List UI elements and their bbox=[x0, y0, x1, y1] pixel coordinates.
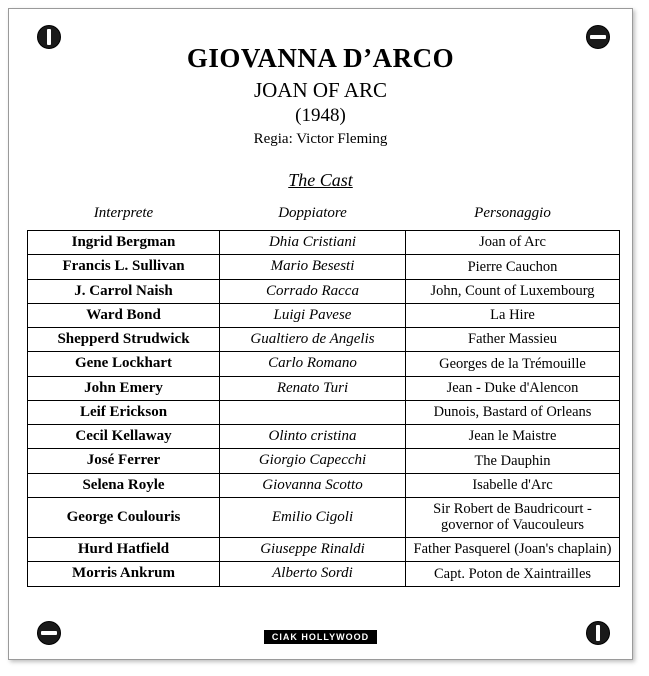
cell-actor: Ward Bond bbox=[28, 303, 220, 327]
cell-dubber: Carlo Romano bbox=[220, 352, 406, 376]
cell-role: Pierre Cauchon bbox=[406, 255, 620, 279]
cast-table-body bbox=[28, 231, 620, 587]
cell-dubber: Olinto cristina bbox=[220, 425, 406, 449]
cell-role: La Hire bbox=[406, 303, 620, 327]
document-sheet bbox=[8, 8, 633, 660]
cell-role: John, Count of Luxembourg bbox=[406, 279, 620, 303]
director-credit: Regia: Victor Fleming bbox=[253, 131, 388, 147]
cell-role: Capt. Poton de Xaintrailles bbox=[406, 562, 620, 586]
table-row bbox=[28, 497, 620, 537]
cell-dubber: Giovanna Scotto bbox=[220, 473, 406, 497]
cell-role: Dunois, Bastard of Orleans bbox=[406, 400, 620, 424]
cell-dubber: Gualtiero de Angelis bbox=[220, 328, 406, 352]
table-row bbox=[28, 352, 620, 376]
cell-actor: José Ferrer bbox=[28, 449, 220, 473]
cell-dubber: Luigi Pavese bbox=[220, 303, 406, 327]
cell-role: Father Massieu bbox=[406, 328, 620, 352]
table-row bbox=[28, 400, 620, 424]
table-row bbox=[28, 473, 620, 497]
cast-table bbox=[27, 203, 620, 587]
table-row bbox=[28, 538, 620, 562]
table-row bbox=[28, 449, 620, 473]
table-header-row bbox=[28, 203, 620, 231]
cell-role: Father Pasquerel (Joan's chaplain) bbox=[406, 538, 620, 562]
cell-role: The Dauphin bbox=[406, 449, 620, 473]
cell-dubber: Renato Turi bbox=[220, 376, 406, 400]
cell-dubber: Giorgio Capecchi bbox=[220, 449, 406, 473]
cell-actor: J. Carrol Naish bbox=[28, 279, 220, 303]
cell-actor: Cecil Kellaway bbox=[28, 425, 220, 449]
cell-actor: Selena Royle bbox=[28, 473, 220, 497]
cell-dubber: Alberto Sordi bbox=[220, 562, 406, 586]
cell-dubber: Mario Besesti bbox=[220, 255, 406, 279]
cell-dubber: Emilio Cigoli bbox=[220, 497, 406, 537]
cell-actor: Leif Erickson bbox=[28, 400, 220, 424]
cell-role: Joan of Arc bbox=[406, 231, 620, 255]
ciak-hollywood-logo: CIAK HOLLYWOOD bbox=[264, 630, 377, 644]
column-header-personaggio: Personaggio bbox=[474, 205, 551, 221]
cell-actor: Ingrid Bergman bbox=[28, 231, 220, 255]
footer-logo bbox=[9, 627, 632, 645]
table-row bbox=[28, 279, 620, 303]
cell-actor: Shepperd Strudwick bbox=[28, 328, 220, 352]
table-row bbox=[28, 303, 620, 327]
page-title-italian: GIOVANNA D’ARCO bbox=[186, 43, 455, 73]
cell-role: Jean - Duke d'Alencon bbox=[406, 376, 620, 400]
table-row bbox=[28, 425, 620, 449]
cell-actor: George Coulouris bbox=[28, 497, 220, 537]
table-row bbox=[28, 376, 620, 400]
page-title-english: JOAN OF ARC bbox=[253, 78, 388, 102]
cast-section-heading: The Cast bbox=[288, 170, 353, 190]
cast-table-head bbox=[28, 203, 620, 231]
cell-role: Isabelle d'Arc bbox=[406, 473, 620, 497]
column-header-interprete: Interprete bbox=[93, 205, 154, 221]
table-row bbox=[28, 255, 620, 279]
cell-role: Georges de la Trémouille bbox=[406, 352, 620, 376]
cell-dubber: Giuseppe Rinaldi bbox=[220, 538, 406, 562]
table-row bbox=[28, 562, 620, 586]
cell-actor: John Emery bbox=[28, 376, 220, 400]
release-year: (1948) bbox=[295, 105, 346, 126]
cell-role: Jean le Maistre bbox=[406, 425, 620, 449]
cell-actor: Gene Lockhart bbox=[28, 352, 220, 376]
cell-role: Sir Robert de Baudricourt - governor of Vaucouleurs bbox=[406, 497, 620, 537]
table-row bbox=[28, 328, 620, 352]
cell-actor: Morris Ankrum bbox=[28, 562, 220, 586]
document-content bbox=[9, 9, 632, 587]
table-row bbox=[28, 231, 620, 255]
cell-actor: Hurd Hatfield bbox=[28, 538, 220, 562]
cell-dubber bbox=[220, 400, 406, 424]
cell-dubber: Dhia Cristiani bbox=[220, 231, 406, 255]
cell-actor: Francis L. Sullivan bbox=[28, 255, 220, 279]
column-header-doppiatore: Doppiatore bbox=[278, 205, 347, 221]
cell-dubber: Corrado Racca bbox=[220, 279, 406, 303]
